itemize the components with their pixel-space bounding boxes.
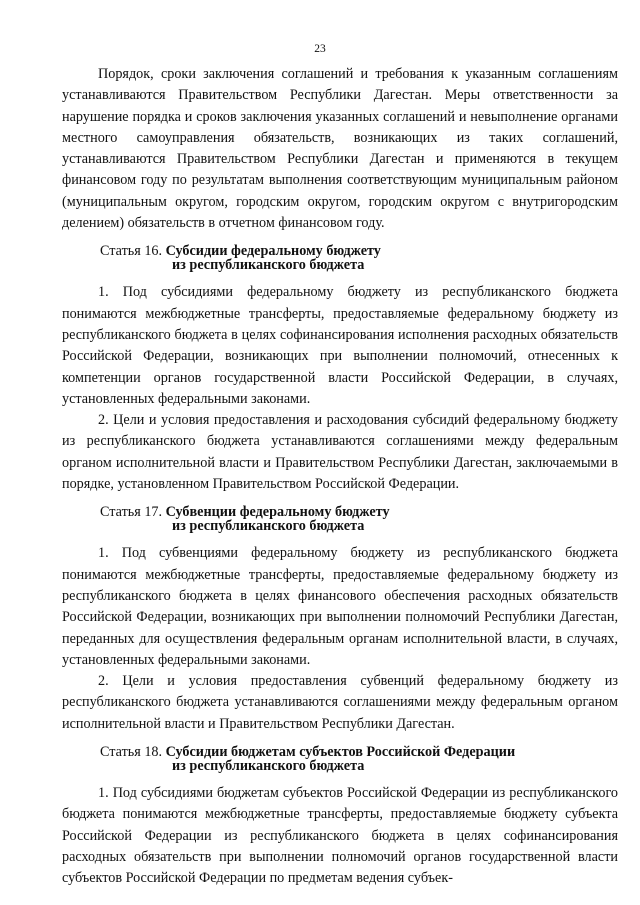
article-paragraph: 1. Под субсидиями бюджетам субъектов Российской Федерации из республиканского бюджета понимаются межбюджетные трансферты, предоставляемые бюджету субъекта Российской Федерации из республиканского бюджета в целях софинансирования расходных обязательств при выполнении полномочий органов государственной власти субъектов Российской Федерации по предметам ведения субъек- xyxy=(62,785,618,887)
article-title: Субвенции федеральному бюджету xyxy=(165,504,390,521)
article-label: Статья 18. xyxy=(100,744,163,761)
article-title: Субсидии бюджетам субъектов Российской Федерации xyxy=(165,744,516,761)
article-paragraph: 2. Цели и условия предоставления и расходования субсидий федеральному бюджету из республиканского бюджета устанавливаются соглашениями между федеральным органом исполнительной власти и Правительством Республики Дагестан, заключаемыми в порядке, установленном Правительством Российской Федерации. xyxy=(62,412,618,493)
document-body xyxy=(62,64,618,890)
article-title-continued: из республиканского бюджета xyxy=(172,758,365,775)
page-number: 23 xyxy=(314,43,326,55)
article-heading xyxy=(62,505,618,533)
article-paragraph: 1. Под субсидиями федеральному бюджету из республиканского бюджета понимаются межбюджетные трансферты, предоставляемые федеральному бюджету из республиканского бюджета в целях софинансирования исполнения расходных обязательств Российской Федерации, возникающих при выполнении полномочий, отнесенных к компетенции органов государственной власти Российской Федерации, в случаях, установленных федеральными законами. xyxy=(62,284,618,407)
article-title-continued: из республиканского бюджета xyxy=(172,518,365,535)
article-paragraph: 2. Цели и условия предоставления субвенций федеральному бюджету из республиканского бюджета устанавливаются соглашениями между федеральным органом исполнительной власти и Правительством Республики Дагестан. xyxy=(62,673,618,732)
article-paragraph: 1. Под субвенциями федеральному бюджету из республиканского бюджета понимаются межбюджетные трансферты, предоставляемые федеральному бюджету из республиканского бюджета в целях финансового обеспечения расходных обязательств Российской Федерации, возникающих при выполнении полномочий Республики Дагестан, переданных для осуществления федеральным органам исполнительной власти, в случаях, установленных федеральными законами. xyxy=(62,545,618,668)
article-title: Субсидии федеральному бюджету xyxy=(165,243,381,260)
article-label: Статья 17. xyxy=(100,504,163,521)
article-heading xyxy=(62,745,618,773)
article-heading xyxy=(62,244,618,272)
article-title-continued: из республиканского бюджета xyxy=(172,257,365,274)
intro-paragraph: Порядок, сроки заключения соглашений и требования к указанным соглашениям устанавливаются Правительством Республики Дагестан. Меры ответственности за нарушение порядка и сроков заключения указанных соглашений и невыполнение органами местного самоуправления обязательств, возникающих из таких соглашений, устанавливаются Правительством Республики Дагестан и применяются в текущем финансовом году по результатам выполнения соответствующим муниципальным районом (муниципальным округом, городским округом, городским округом с внутригородским делением) обязательств в отчетном финансовом году. xyxy=(62,66,618,232)
article-label: Статья 16. xyxy=(100,243,163,260)
